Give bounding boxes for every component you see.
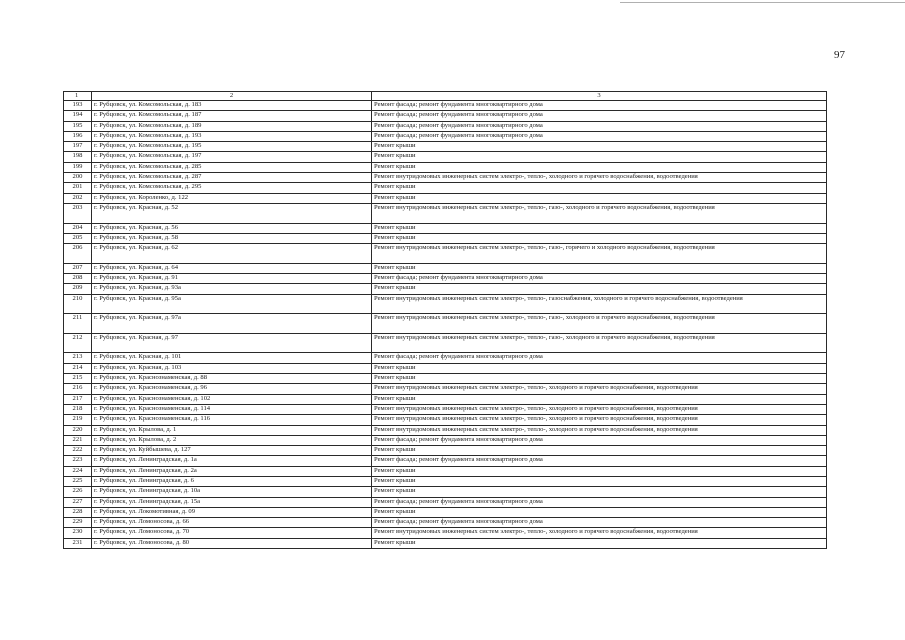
address-cell: г. Рубцовск, ул. Ломоносова, д. 66 bbox=[92, 518, 372, 528]
address-cell: г. Рубцовск, ул. Куйбышева, д. 127 bbox=[92, 446, 372, 456]
row-number-cell: 210 bbox=[64, 294, 92, 314]
table-row bbox=[64, 497, 827, 507]
address-cell: г. Рубцовск, ул. Ленинградская, д. 10а bbox=[92, 487, 372, 497]
table-row bbox=[64, 435, 827, 445]
address-cell: г. Рубцовск, ул. Красная, д. 64 bbox=[92, 263, 372, 273]
address-cell: г. Рубцовск, ул. Комсомольская, д. 285 bbox=[92, 162, 372, 172]
row-number-cell: 195 bbox=[64, 121, 92, 131]
work-type-cell: Ремонт фасада; ремонт фундамента многоквартирного дома bbox=[372, 435, 827, 445]
table-row bbox=[64, 142, 827, 152]
address-cell: г. Рубцовск, ул. Красная, д. 56 bbox=[92, 223, 372, 233]
table-row bbox=[64, 456, 827, 466]
work-type-cell: Ремонт крыши bbox=[372, 263, 827, 273]
work-type-cell: Ремонт крыши bbox=[372, 446, 827, 456]
row-number-cell: 218 bbox=[64, 404, 92, 414]
row-number-cell: 203 bbox=[64, 203, 92, 223]
address-cell: г. Рубцовск, ул. Комсомольская, д. 295 bbox=[92, 183, 372, 193]
address-cell: г. Рубцовск, ул. Ленинградская, д. 2а bbox=[92, 466, 372, 476]
work-type-cell: Ремонт внутридомовых инженерных систем электро-, тепло-, газо-, холодного и горячего водоснабжения, водоотведения bbox=[372, 314, 827, 334]
row-number-cell: 223 bbox=[64, 456, 92, 466]
work-type-cell: Ремонт внутридомовых инженерных систем электро-, тепло-, газо-, холодного и горячего водоснабжения, водоотведения bbox=[372, 203, 827, 223]
row-number-cell: 199 bbox=[64, 162, 92, 172]
work-type-cell: Ремонт крыши bbox=[372, 507, 827, 517]
row-number-cell: 194 bbox=[64, 111, 92, 121]
work-type-cell: Ремонт фасада; ремонт фундамента многоквартирного дома bbox=[372, 111, 827, 121]
work-type-cell: Ремонт внутридомовых инженерных систем электро-, тепло-, газо-, холодного и горячего водоснабжения, водоотведения bbox=[372, 333, 827, 353]
table-row bbox=[64, 507, 827, 517]
row-number-cell: 227 bbox=[64, 497, 92, 507]
row-number-cell: 222 bbox=[64, 446, 92, 456]
row-number-cell: 193 bbox=[64, 101, 92, 111]
address-cell: г. Рубцовск, ул. Краснознаменская, д. 88 bbox=[92, 374, 372, 384]
address-cell: г. Рубцовск, ул. Красная, д. 97 bbox=[92, 333, 372, 353]
address-cell: г. Рубцовск, ул. Краснознаменская, д. 96 bbox=[92, 384, 372, 394]
address-cell: г. Рубцовск, ул. Красная, д. 103 bbox=[92, 363, 372, 373]
work-type-cell: Ремонт крыши bbox=[372, 466, 827, 476]
address-cell: г. Рубцовск, ул. Комсомольская, д. 187 bbox=[92, 111, 372, 121]
table-row bbox=[64, 476, 827, 486]
address-cell: г. Рубцовск, ул. Комсомольская, д. 193 bbox=[92, 131, 372, 141]
row-number-cell: 206 bbox=[64, 244, 92, 264]
row-number-cell: 196 bbox=[64, 131, 92, 141]
address-cell: г. Рубцовск, ул. Ломоносова, д. 80 bbox=[92, 538, 372, 548]
table-row bbox=[64, 487, 827, 497]
row-number-cell: 197 bbox=[64, 142, 92, 152]
table-row bbox=[64, 111, 827, 121]
work-type-cell: Ремонт крыши bbox=[372, 284, 827, 294]
work-type-cell: Ремонт крыши bbox=[372, 538, 827, 548]
address-cell: г. Рубцовск, ул. Краснознаменская, д. 116 bbox=[92, 415, 372, 425]
work-type-cell: Ремонт внутридомовых инженерных систем электро-, тепло-, холодного и горячего водоснабжения, водоотведения bbox=[372, 384, 827, 394]
table-row bbox=[64, 518, 827, 528]
row-number-cell: 228 bbox=[64, 507, 92, 517]
table-row bbox=[64, 333, 827, 353]
address-cell: г. Рубцовск, ул. Красная, д. 62 bbox=[92, 244, 372, 264]
work-type-cell: Ремонт фасада; ремонт фундамента многоквартирного дома bbox=[372, 274, 827, 284]
row-number-cell: 224 bbox=[64, 466, 92, 476]
table-row bbox=[64, 374, 827, 384]
table-row bbox=[64, 223, 827, 233]
address-cell: г. Рубцовск, ул. Красная, д. 52 bbox=[92, 203, 372, 223]
address-cell: г. Рубцовск, ул. Красная, д. 97а bbox=[92, 314, 372, 334]
table-row bbox=[64, 404, 827, 414]
table-row bbox=[64, 384, 827, 394]
address-cell: г. Рубцовск, ул. Комсомольская, д. 189 bbox=[92, 121, 372, 131]
work-type-cell: Ремонт фасада; ремонт фундамента многоквартирного дома bbox=[372, 456, 827, 466]
table-row bbox=[64, 173, 827, 183]
table-row bbox=[64, 193, 827, 203]
work-type-cell: Ремонт крыши bbox=[372, 152, 827, 162]
row-number-cell: 204 bbox=[64, 223, 92, 233]
address-cell: г. Рубцовск, ул. Крылова, д. 2 bbox=[92, 435, 372, 445]
work-type-cell: Ремонт крыши bbox=[372, 487, 827, 497]
work-type-cell: Ремонт крыши bbox=[372, 223, 827, 233]
work-type-cell: Ремонт крыши bbox=[372, 233, 827, 243]
work-type-cell: Ремонт фасада; ремонт фундамента многоквартирного дома bbox=[372, 518, 827, 528]
row-number-cell: 209 bbox=[64, 284, 92, 294]
table-row bbox=[64, 363, 827, 373]
table-row bbox=[64, 425, 827, 435]
table-row bbox=[64, 162, 827, 172]
address-cell: г. Рубцовск, ул. Красная, д. 93а bbox=[92, 284, 372, 294]
address-cell: г. Рубцовск, ул. Комсомольская, д. 197 bbox=[92, 152, 372, 162]
row-number-cell: 230 bbox=[64, 528, 92, 538]
address-cell: г. Рубцовск, ул. Краснознаменская, д. 114 bbox=[92, 404, 372, 414]
column-header-address: 2 bbox=[92, 92, 372, 101]
address-cell: г. Рубцовск, ул. Локомотивная, д. 09 bbox=[92, 507, 372, 517]
row-number-cell: 216 bbox=[64, 384, 92, 394]
work-type-cell: Ремонт крыши bbox=[372, 183, 827, 193]
repair-register-table bbox=[63, 91, 827, 549]
table-row bbox=[64, 274, 827, 284]
address-cell: г. Рубцовск, ул. Красная, д. 95а bbox=[92, 294, 372, 314]
table-row bbox=[64, 446, 827, 456]
table-row bbox=[64, 394, 827, 404]
work-type-cell: Ремонт крыши bbox=[372, 363, 827, 373]
work-type-cell: Ремонт крыши bbox=[372, 142, 827, 152]
column-header-number: 1 bbox=[64, 92, 92, 101]
row-number-cell: 231 bbox=[64, 538, 92, 548]
table-row bbox=[64, 183, 827, 193]
row-number-cell: 212 bbox=[64, 333, 92, 353]
row-number-cell: 201 bbox=[64, 183, 92, 193]
table-row bbox=[64, 353, 827, 363]
work-type-cell: Ремонт фасада; ремонт фундамента многоквартирного дома bbox=[372, 497, 827, 507]
work-type-cell: Ремонт внутридомовых инженерных систем электро-, тепло-, холодного и горячего водоснабжения, водоотведения bbox=[372, 528, 827, 538]
work-type-cell: Ремонт крыши bbox=[372, 162, 827, 172]
work-type-cell: Ремонт крыши bbox=[372, 374, 827, 384]
work-type-cell: Ремонт фасада; ремонт фундамента многоквартирного дома bbox=[372, 131, 827, 141]
table-header-row bbox=[64, 92, 827, 101]
row-number-cell: 225 bbox=[64, 476, 92, 486]
address-cell: г. Рубцовск, ул. Красная, д. 58 bbox=[92, 233, 372, 243]
work-type-cell: Ремонт внутридомовых инженерных систем электро-, тепло-, холодного и горячего водоснабжения, водоотведения bbox=[372, 404, 827, 414]
row-number-cell: 214 bbox=[64, 363, 92, 373]
row-number-cell: 221 bbox=[64, 435, 92, 445]
table-row bbox=[64, 203, 827, 223]
table-row bbox=[64, 263, 827, 273]
row-number-cell: 198 bbox=[64, 152, 92, 162]
work-type-cell: Ремонт крыши bbox=[372, 193, 827, 203]
work-type-cell: Ремонт фасада; ремонт фундамента многоквартирного дома bbox=[372, 353, 827, 363]
address-cell: г. Рубцовск, ул. Ленинградская, д. 1а bbox=[92, 456, 372, 466]
column-header-work: 3 bbox=[372, 92, 827, 101]
row-number-cell: 211 bbox=[64, 314, 92, 334]
work-type-cell: Ремонт фасада; ремонт фундамента многоквартирного дома bbox=[372, 101, 827, 111]
row-number-cell: 226 bbox=[64, 487, 92, 497]
table-row bbox=[64, 314, 827, 334]
table-row bbox=[64, 233, 827, 243]
work-type-cell: Ремонт внутридомовых инженерных систем электро-, тепло-, холодного и горячего водоснабжения, водоотведения bbox=[372, 415, 827, 425]
work-type-cell: Ремонт крыши bbox=[372, 394, 827, 404]
work-type-cell: Ремонт внутридомовых инженерных систем электро-, тепло-, газо-, горячего и холодного водоснабжения, водоотведения bbox=[372, 244, 827, 264]
table-row bbox=[64, 528, 827, 538]
row-number-cell: 215 bbox=[64, 374, 92, 384]
table-row bbox=[64, 294, 827, 314]
address-cell: г. Рубцовск, ул. Красная, д. 101 bbox=[92, 353, 372, 363]
address-cell: г. Рубцовск, ул. Красная, д. 91 bbox=[92, 274, 372, 284]
work-type-cell: Ремонт фасада; ремонт фундамента многоквартирного дома bbox=[372, 121, 827, 131]
row-number-cell: 219 bbox=[64, 415, 92, 425]
address-cell: г. Рубцовск, ул. Комсомольская, д. 287 bbox=[92, 173, 372, 183]
address-cell: г. Рубцовск, ул. Комсомольская, д. 195 bbox=[92, 142, 372, 152]
row-number-cell: 207 bbox=[64, 263, 92, 273]
table-row bbox=[64, 538, 827, 548]
table-row bbox=[64, 284, 827, 294]
table-row bbox=[64, 101, 827, 111]
work-type-cell: Ремонт внутридомовых инженерных систем электро-, тепло-, холодного и горячего водоснабжения, водоотведения bbox=[372, 173, 827, 183]
row-number-cell: 200 bbox=[64, 173, 92, 183]
address-cell: г. Рубцовск, ул. Короленко, д. 122 bbox=[92, 193, 372, 203]
address-cell: г. Рубцовск, ул. Краснознаменская, д. 102 bbox=[92, 394, 372, 404]
address-cell: г. Рубцовск, ул. Крылова, д. 1 bbox=[92, 425, 372, 435]
row-number-cell: 220 bbox=[64, 425, 92, 435]
table-row bbox=[64, 131, 827, 141]
table-row bbox=[64, 152, 827, 162]
address-cell: г. Рубцовск, ул. Ленинградская, д. 6 bbox=[92, 476, 372, 486]
table-row bbox=[64, 244, 827, 264]
work-type-cell: Ремонт внутридомовых инженерных систем электро-, тепло-, газоснабжения, холодного и горячего водоснабжения, водоотведения bbox=[372, 294, 827, 314]
page-number: 97 bbox=[834, 49, 845, 61]
row-number-cell: 217 bbox=[64, 394, 92, 404]
table-row bbox=[64, 121, 827, 131]
address-cell: г. Рубцовск, ул. Ломоносова, д. 70 bbox=[92, 528, 372, 538]
table-row bbox=[64, 466, 827, 476]
address-cell: г. Рубцовск, ул. Ленинградская, д. 15а bbox=[92, 497, 372, 507]
table-row bbox=[64, 415, 827, 425]
row-number-cell: 205 bbox=[64, 233, 92, 243]
row-number-cell: 208 bbox=[64, 274, 92, 284]
scan-edge-line bbox=[620, 2, 905, 3]
work-type-cell: Ремонт крыши bbox=[372, 476, 827, 486]
work-type-cell: Ремонт внутридомовых инженерных систем электро-, тепло-, холодного и горячего водоснабжения, водоотведения bbox=[372, 425, 827, 435]
row-number-cell: 202 bbox=[64, 193, 92, 203]
row-number-cell: 229 bbox=[64, 518, 92, 528]
row-number-cell: 213 bbox=[64, 353, 92, 363]
address-cell: г. Рубцовск, ул. Комсомольская, д. 183 bbox=[92, 101, 372, 111]
